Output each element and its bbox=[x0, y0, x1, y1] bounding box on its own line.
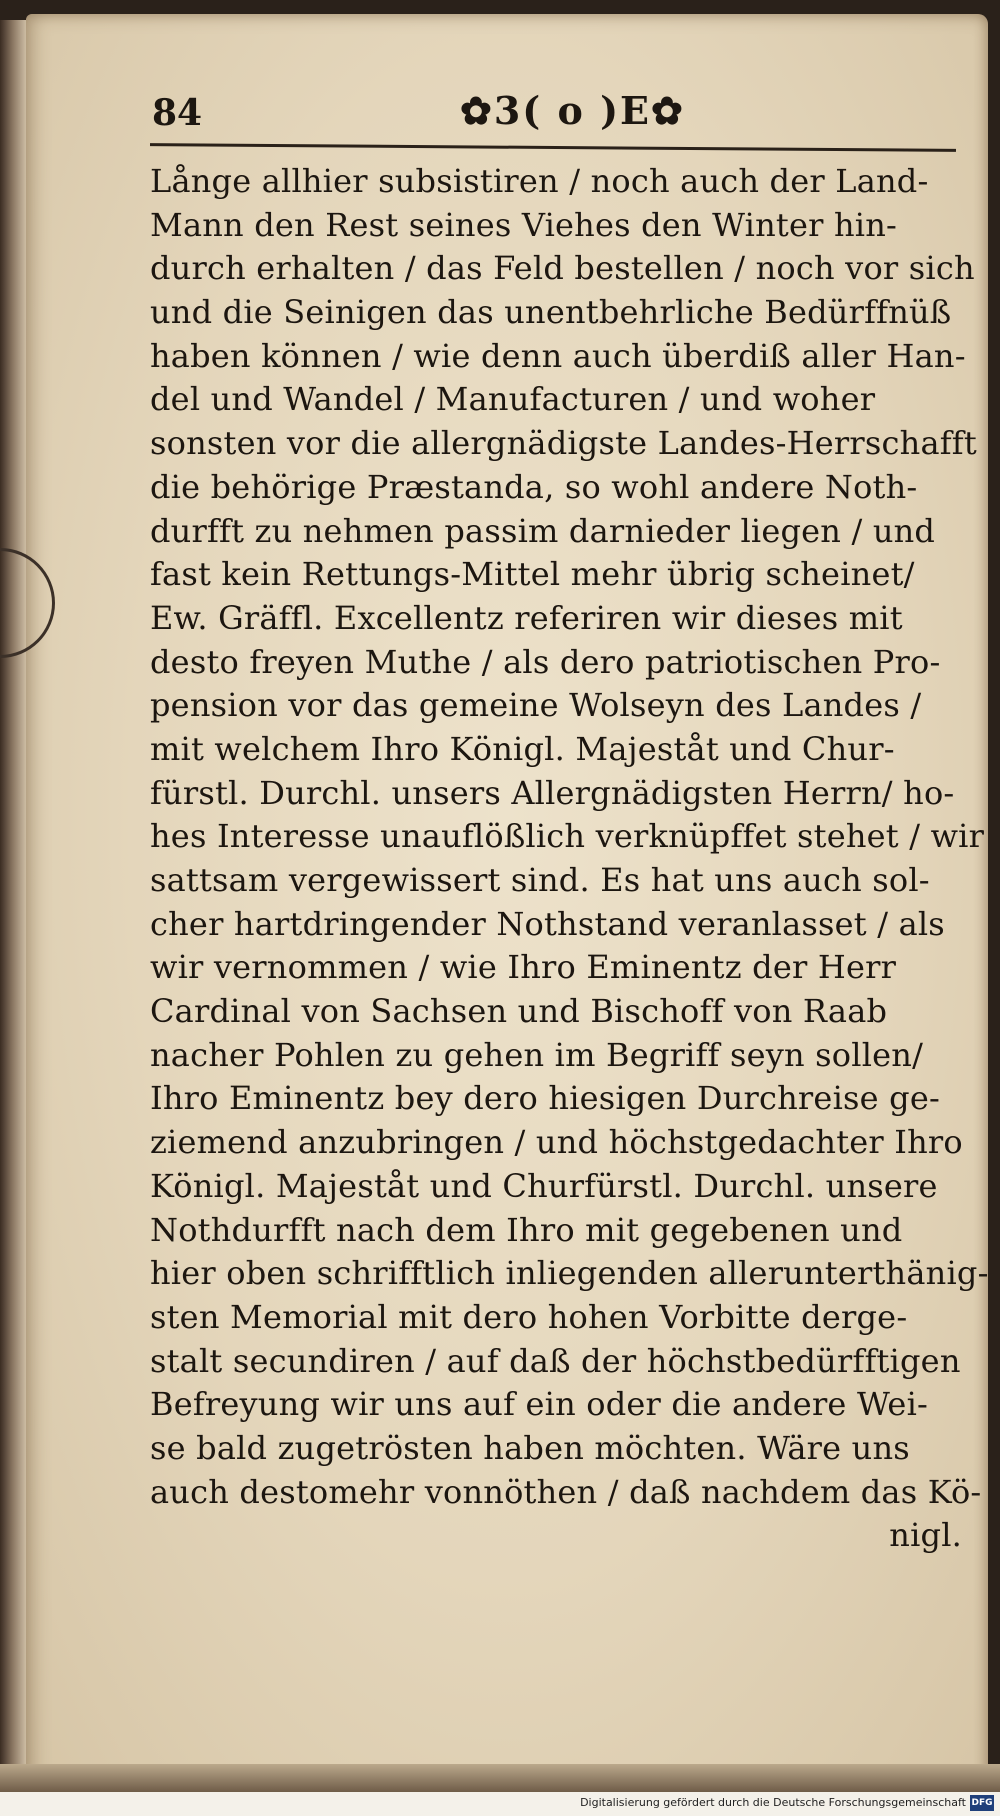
text-line: haben können / wie denn auch überdiß aller Han- bbox=[150, 336, 966, 375]
text-line: ziemend anzubringen / und höchstgedachter Ihro bbox=[150, 1123, 963, 1162]
text-line: del und Wandel / Manufacturen / und woher bbox=[150, 380, 876, 419]
footer-credit: Digitalisierung gefördert durch die Deutsche Forschungsgemeinschaft bbox=[580, 1796, 966, 1809]
text-line: stalt secundiren / auf daß der höchstbedürfftigen bbox=[150, 1341, 961, 1380]
text-line: Långe allhier subsistiren / noch auch der Land- bbox=[150, 162, 929, 200]
body-text bbox=[150, 160, 989, 1558]
page-bottom-edge bbox=[0, 1764, 1000, 1792]
text-line: durch erhalten / das Feld bestellen / noch vor sich bbox=[150, 249, 975, 288]
text-line: fast kein Rettungs-Mittel mehr übrig scheinet/ bbox=[150, 555, 915, 594]
text-line: sonsten vor die allergnädigste Landes-Herrschafft bbox=[150, 424, 977, 463]
text-line: durfft zu nehmen passim darnieder liegen / und bbox=[150, 511, 936, 550]
catchword: nigl. bbox=[889, 1516, 962, 1555]
text-line: die behörige Præstanda, so wohl andere Noth- bbox=[150, 467, 918, 506]
text-line: nacher Pohlen zu gehen im Begriff seyn sollen/ bbox=[150, 1035, 924, 1074]
text-line: fürstl. Durchl. unsers Allergnädigsten Herrn/ ho- bbox=[150, 773, 955, 812]
text-line: Befreyung wir uns auf ein oder die andere Wei- bbox=[150, 1385, 929, 1424]
text-line: hes Interesse unauflößlich verknüpffet stehet / wir bbox=[150, 817, 985, 856]
dfg-logo: DFG bbox=[970, 1795, 994, 1811]
text-line: Königl. Majeståt und Churfürstl. Durchl. unsere bbox=[150, 1166, 938, 1205]
digitization-footer bbox=[0, 1792, 1000, 1816]
text-line: Mann den Rest seines Viehes den Winter hin- bbox=[150, 205, 898, 244]
text-line: pension vor das gemeine Wolseyn des Landes / bbox=[150, 686, 922, 725]
text-line: Ihro Eminentz bey dero hiesigen Durchreise ge- bbox=[150, 1079, 940, 1118]
text-line: wir vernommen / wie Ihro Eminentz der Herr bbox=[150, 948, 897, 987]
page-header bbox=[122, 88, 962, 146]
text-line: Ew. Gräffl. Excellentz referiren wir dieses mit bbox=[150, 598, 903, 637]
text-line: auch destomehr vonnöthen / daß nachdem das Kö- bbox=[150, 1472, 982, 1511]
header-ornament: ✿3( o )E✿ bbox=[460, 88, 685, 133]
text-line: sten Memorial mit dero hohen Vorbitte derge- bbox=[150, 1297, 908, 1336]
text-line: Cardinal von Sachsen und Bischoff von Raab bbox=[150, 992, 888, 1031]
text-line: desto freyen Muthe / als dero patriotischen Pro- bbox=[150, 642, 941, 681]
text-line: Nothdurfft nach dem Ihro mit gegebenen und bbox=[150, 1210, 903, 1249]
text-line: sattsam vergewissert sind. Es hat uns auch sol- bbox=[150, 861, 930, 899]
text-line: und die Seinigen das unentbehrliche Bedürffnüß bbox=[150, 293, 952, 332]
text-line: se bald zugetrösten haben möchten. Wäre uns bbox=[150, 1428, 910, 1467]
text-line: cher hartdringender Nothstand veranlasset / als bbox=[150, 904, 945, 943]
page-number: 84 bbox=[152, 92, 203, 134]
text-line: mit welchem Ihro Königl. Majeståt und Chur- bbox=[150, 729, 895, 768]
text-line: hier oben schrifftlich inliegenden allerunterthänig- bbox=[150, 1254, 989, 1293]
